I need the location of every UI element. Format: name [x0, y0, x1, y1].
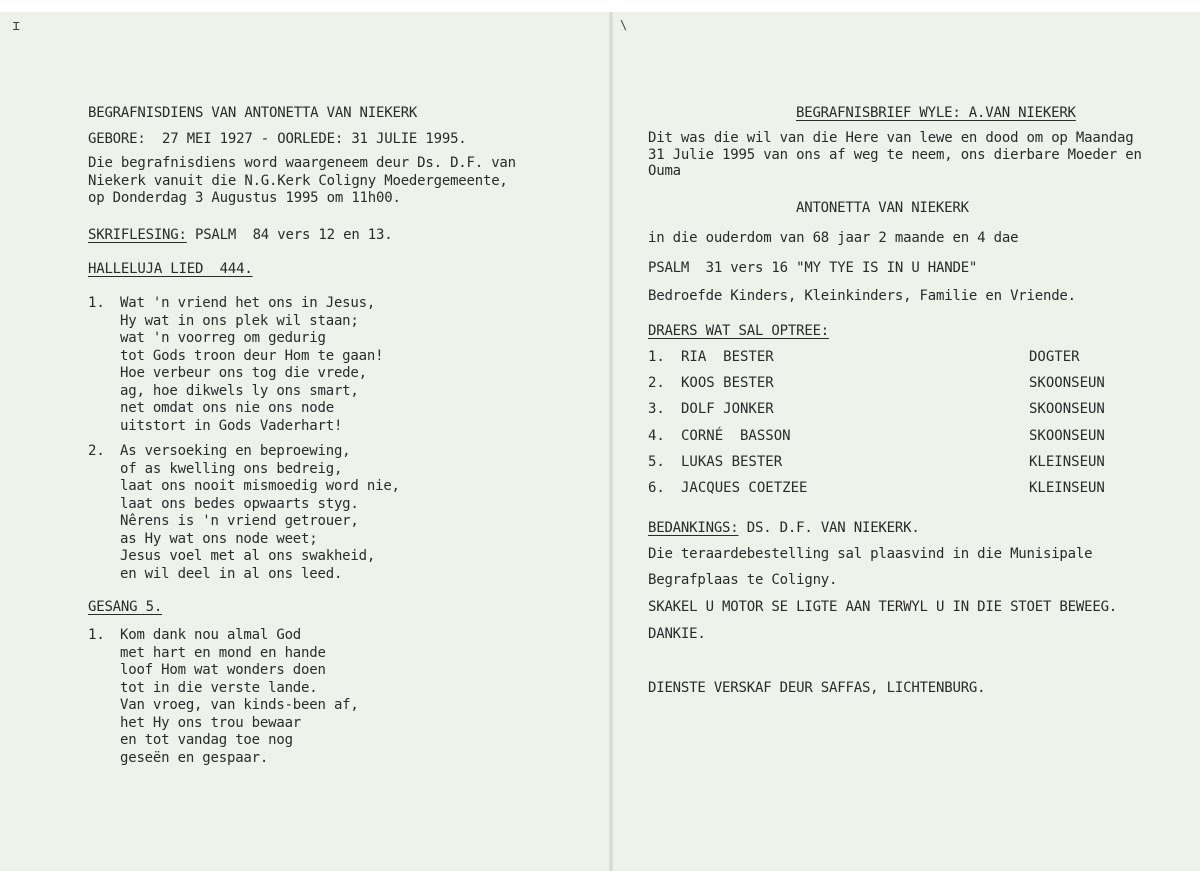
psalm-line: PSALM 31 vers 16 "MY TYE IS IN U HANDE": [648, 260, 978, 276]
bearer-name: CORNÉ BASSON: [681, 428, 791, 444]
scripture-reading: [88, 227, 392, 244]
verse-number: 1.: [88, 627, 105, 643]
bearer-number: 6.: [648, 480, 665, 496]
bearer-row: [648, 480, 1118, 498]
thanks-label: BEDANKINGS:: [648, 520, 739, 536]
bearer-role: KLEINSEUN: [1029, 480, 1105, 496]
mourners-line: Bedroefde Kinders, Kleinkinders, Familie en Vriende.: [648, 288, 1076, 304]
scripture-text: PSALM 84 vers 12 en 13.: [186, 227, 393, 243]
scan-mark: ɪ: [12, 18, 21, 34]
age-line: in die ouderdom van 68 jaar 2 maande en 4 dae: [648, 230, 1019, 246]
bearer-number: 5.: [648, 454, 665, 470]
burial-line-2: Begrafplaas te Coligny.: [648, 572, 838, 588]
verse-number: 1.: [88, 295, 105, 311]
verse-text: Kom dank nou almal God met hart en mond en hande loof Hom wat wonders doen tot in die verste lande. Van vroeg, van kinds-been af, het Hy ons trou bewaar en tot vandag toe nog geseën en gespaar.: [120, 627, 359, 766]
page-fold: [609, 12, 613, 871]
verse-text: Wat 'n vriend het ons in Jesus, Hy wat in ons plek wil staan; wat 'n voorreg om gedurig tot Gods troon deur Hom te gaan! Hoe verbeur ons tog die vrede, ag, hoe dikwels ly ons smart, net omdat ons nie ons node uitstort in Gods Vaderhart!: [120, 295, 384, 434]
bearer-number: 4.: [648, 428, 665, 444]
scan-top-edge: [0, 0, 1200, 12]
service-title: BEGRAFNISDIENS VAN ANTONETTA VAN NIEKERK: [88, 105, 418, 121]
birth-death-dates: GEBORE: 27 MEI 1927 - OORLEDE: 31 JULIE 1995.: [88, 131, 467, 147]
thanks-text: DS. D.F. VAN NIEKERK.: [738, 520, 920, 536]
bearer-name: DOLF JONKER: [681, 401, 774, 417]
bearer-role: SKOONSEUN: [1029, 428, 1105, 444]
bearer-row: [648, 375, 1118, 393]
letter-intro: Dit was die wil van die Here van lewe en dood om op Maandag 31 Julie 1995 van ons af weg te neem, ons dierbare Moeder en Ouma: [648, 130, 1142, 179]
bearer-role: SKOONSEUN: [1029, 401, 1105, 417]
closing-thanks: DANKIE.: [648, 626, 706, 642]
bearer-row: [648, 401, 1118, 419]
burial-line-1: Die teraardebestelling sal plaasvind in die Munisipale: [648, 546, 1093, 562]
verse-number: 2.: [88, 443, 105, 459]
bearer-role: DOGTER: [1029, 349, 1080, 365]
lights-notice: SKAKEL U MOTOR SE LIGTE AAN TERWYL U IN DIE STOET BEWEEG.: [648, 599, 1118, 615]
gesang-title: GESANG 5.: [88, 599, 163, 615]
bearer-name: KOOS BESTER: [681, 375, 774, 391]
bearer-row: [648, 428, 1118, 446]
bearer-number: 3.: [648, 401, 665, 417]
bearer-number: 2.: [648, 375, 665, 391]
bearer-row: [648, 454, 1118, 472]
bearer-role: KLEINSEUN: [1029, 454, 1105, 470]
thanks-line: [648, 520, 920, 537]
services-credit: DIENSTE VERSKAF DEUR SAFFAS, LICHTENBURG.: [648, 680, 986, 696]
hymn-title: HALLELUJA LIED 444.: [88, 261, 253, 277]
letter-title: BEGRAFNISBRIEF WYLE: A.VAN NIEKERK: [796, 105, 1076, 121]
scan-mark: \: [620, 18, 628, 32]
verse-text: As versoeking en beproewing, of as kwelling ons bedreig, laat ons nooit mismoedig word nie, laat ons bedes opwaarts styg. Nêrens is 'n vriend getrouer, as Hy wat ons node weet; Jesus voel met al ons swakheid, en wil deel in al ons leed.: [120, 443, 400, 582]
bearer-name: RIA BESTER: [681, 349, 774, 365]
bearer-row: [648, 349, 1118, 367]
service-intro: Die begrafnisdiens word waargeneem deur Ds. D.F. van Niekerk vanuit die N.G.Kerk Coligny Moedergemeente, op Donderdag 3 Augustus 1995 om 11h00.: [88, 155, 516, 206]
deceased-name: ANTONETTA VAN NIEKERK: [796, 200, 969, 216]
bearer-number: 1.: [648, 349, 665, 365]
bearer-role: SKOONSEUN: [1029, 375, 1105, 391]
scripture-label: SKRIFLESING:: [88, 227, 187, 243]
bearers-title: DRAERS WAT SAL OPTREE:: [648, 323, 830, 339]
bearer-name: LUKAS BESTER: [681, 454, 783, 470]
bearer-name: JACQUES COETZEE: [681, 480, 808, 496]
